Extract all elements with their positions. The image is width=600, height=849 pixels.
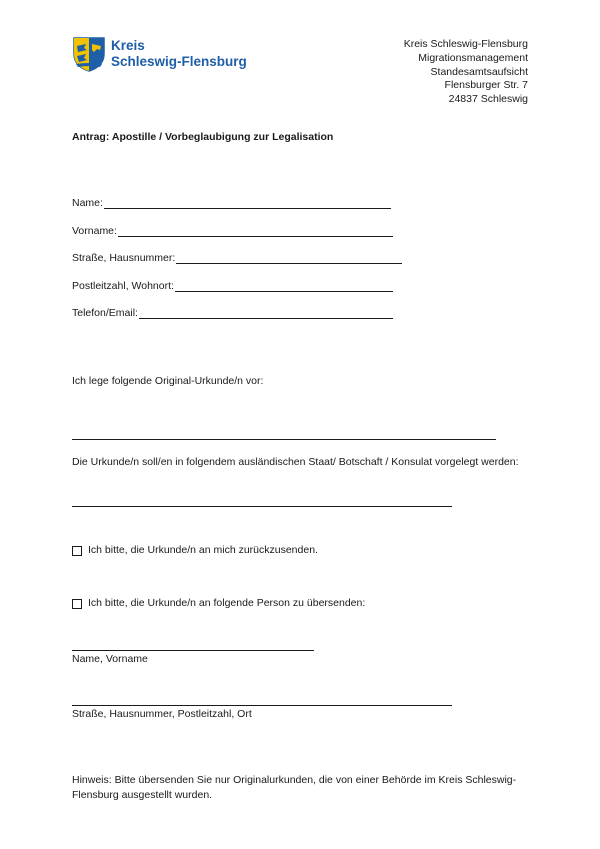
recipient-address-label: Straße, Hausnummer, Postleitzahl, Ort [72, 708, 252, 720]
first-name-input-line[interactable] [118, 226, 393, 237]
field-label-postal-code: Postleitzahl, Wohnort: [72, 280, 174, 292]
phone-email-input-line[interactable] [139, 308, 393, 319]
form-title: Antrag: Apostille / Vorbeglaubigung zur Legalisation [72, 131, 334, 143]
option-send[interactable] [72, 597, 365, 609]
postal-code-input-line[interactable] [175, 281, 393, 292]
documents-input-line[interactable] [72, 439, 496, 440]
country-input-line[interactable] [72, 506, 452, 507]
postal-code-field[interactable] [72, 280, 393, 292]
sender-line: Standesamtsaufsicht [430, 65, 528, 78]
name-input-line[interactable] [104, 198, 391, 209]
logo-text-line1: Kreis [111, 38, 145, 53]
field-label-phone-email: Telefon/Email: [72, 307, 138, 319]
street-input-line[interactable] [176, 253, 402, 264]
option-return[interactable] [72, 544, 318, 556]
send-checkbox[interactable] [72, 599, 82, 609]
sender-line: Flensburger Str. 7 [444, 79, 528, 92]
coat-of-arms-icon [72, 36, 106, 72]
phone-email-field[interactable] [72, 307, 393, 319]
field-label-first-name: Vorname: [72, 225, 117, 237]
recipient-name-input-line[interactable] [72, 650, 314, 651]
field-label-name: Name: [72, 197, 103, 209]
return-checkbox[interactable] [72, 546, 82, 556]
logo-text-line2: Schleswig-Flensburg [111, 54, 247, 69]
sender-address [404, 38, 528, 107]
note-text: Hinweis: Bitte übersenden Sie nur Originalurkunden, die von einer Behörde im Kreis Schleswig-Flensburg ausgestellt wurden. [72, 774, 517, 801]
name-field[interactable] [72, 197, 391, 209]
country-prompt: Die Urkunde/n soll/en in folgendem ausländischen Staat/ Botschaft / Konsulat vorgelegt werden: [72, 456, 519, 468]
option-return-label: Ich bitte, die Urkunde/n an mich zurückzusenden. [88, 544, 318, 556]
sender-line: 24837 Schleswig [448, 93, 528, 106]
option-send-label: Ich bitte, die Urkunde/n an folgende Person zu übersenden: [88, 597, 366, 609]
first-name-field[interactable] [72, 225, 393, 237]
field-label-street: Straße, Hausnummer: [72, 252, 176, 264]
recipient-address-input-line[interactable] [72, 705, 452, 706]
logo [72, 36, 247, 72]
sender-line: Migrationsmanagement [418, 51, 528, 64]
sender-line: Kreis Schleswig-Flensburg [403, 38, 528, 50]
recipient-name-label: Name, Vorname [72, 653, 148, 665]
street-field[interactable] [72, 252, 402, 264]
documents-prompt: Ich lege folgende Original-Urkunde/n vor: [72, 375, 264, 387]
